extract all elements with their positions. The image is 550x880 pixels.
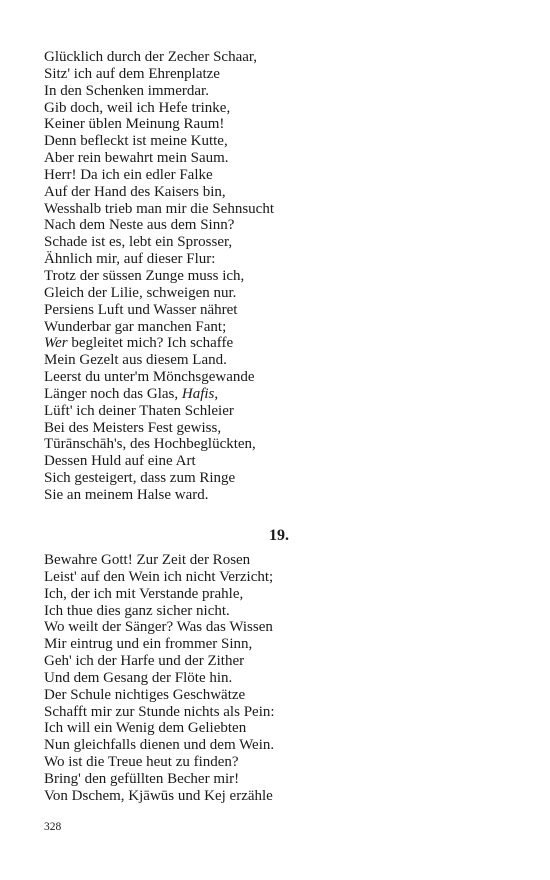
verse-line: Keiner üblen Meinung Raum! — [44, 116, 225, 133]
verse-line-start: Länger noch das Glas, — [44, 385, 182, 402]
page-number: 328 — [44, 821, 62, 833]
verse-line: Schafft mir zur Stunde nichts als Pein: — [44, 703, 275, 720]
verse-line: Mein Gezelt aus diesem Land. — [44, 352, 227, 369]
verse-line: Der Schule nichtiges Geschwätze — [44, 686, 246, 703]
verse-line-rest: begleitet mich? Ich schaffe — [67, 335, 234, 352]
verse-line: Wo ist die Treue heut zu finden? — [44, 754, 239, 771]
verse-line: Glücklich durch der Zecher Schaar, — [44, 49, 258, 65]
verse-line: Leerst du unter'm Mönchsgewande — [44, 369, 255, 386]
poem-19 — [44, 552, 514, 805]
verse-line: Wunderbar gar manchen Fant; — [44, 318, 227, 335]
verse-line: In den Schenken immerdar. — [44, 82, 209, 99]
poem-continued — [44, 49, 514, 504]
verse-line: Sitz' ich auf dem Ehrenplatze — [44, 65, 220, 82]
verse-line: Sie an meinem Halse ward. — [44, 486, 209, 503]
verse-line: Lüft' ich deiner Thaten Schleier — [44, 402, 234, 419]
verse-line: Auf der Hand des Kaisers bin, — [44, 183, 226, 200]
verse-line: Geh' ich der Harfe und der Zither — [44, 653, 245, 670]
verse-line: Denn befleckt ist meine Kutte, — [44, 133, 228, 150]
verse-line: Mir eintrug und ein frommer Sinn, — [44, 636, 253, 653]
verse-line: Herr! Da ich ein edler Falke — [44, 166, 213, 183]
verse-line: Sich gesteigert, dass zum Ringe — [44, 470, 236, 487]
verse-line: Trotz der süssen Zunge muss ich, — [44, 267, 245, 284]
verse-line: Persiens Luft und Wasser nähret — [44, 301, 238, 318]
verse-line: Wo weilt der Sänger? Was das Wissen — [44, 619, 273, 636]
verse-line: Ich will ein Wenig dem Geliebten — [44, 720, 247, 737]
poem-number-heading: 19. — [269, 527, 289, 544]
verse-line: Nach dem Neste aus dem Sinn? — [44, 217, 235, 234]
verse-line: Und dem Gesang der Flöte hin. — [44, 669, 233, 686]
italic-name: Hafis — [181, 385, 215, 402]
verse-line: Nun gleichfalls dienen und dem Wein. — [44, 737, 275, 754]
verse-line: Bewahre Gott! Zur Zeit der Rosen — [44, 552, 251, 568]
verse-line: Wesshalb trieb man mir die Sehnsucht — [44, 200, 274, 217]
verse-line: Ähnlich mir, auf dieser Flur: — [44, 251, 216, 268]
verse-line-end: , — [214, 385, 219, 402]
verse-line: Schade ist es, lebt ein Sprosser, — [44, 234, 233, 251]
verse-line: Gleich der Lilie, schweigen nur. — [44, 284, 237, 301]
verse-line: Dessen Huld auf eine Art — [44, 453, 196, 470]
verse-line: Ich, der ich mit Verstande prahle, — [44, 585, 244, 602]
verse-line: Aber rein bewahrt mein Saum. — [44, 150, 229, 167]
verse-line: Tūrānschāh's, des Hochbeglückten, — [44, 436, 256, 453]
verse-line: Leist' auf den Wein ich nicht Verzicht; — [44, 568, 274, 585]
verse-line-with-italic — [44, 335, 514, 352]
verse-line-with-italic — [44, 386, 514, 403]
verse-line: Ich thue dies ganz sicher nicht. — [44, 602, 230, 619]
verse-line: Gib doch, weil ich Hefe trinke, — [44, 99, 231, 116]
italic-word: Wer — [44, 335, 68, 352]
verse-line: Von Dschem, Kjāwūs und Kej erzähle — [44, 787, 273, 804]
verse-line: Bring' den gefüllten Becher mir! — [44, 770, 240, 787]
verse-line: Bei des Meisters Fest gewiss, — [44, 419, 222, 436]
